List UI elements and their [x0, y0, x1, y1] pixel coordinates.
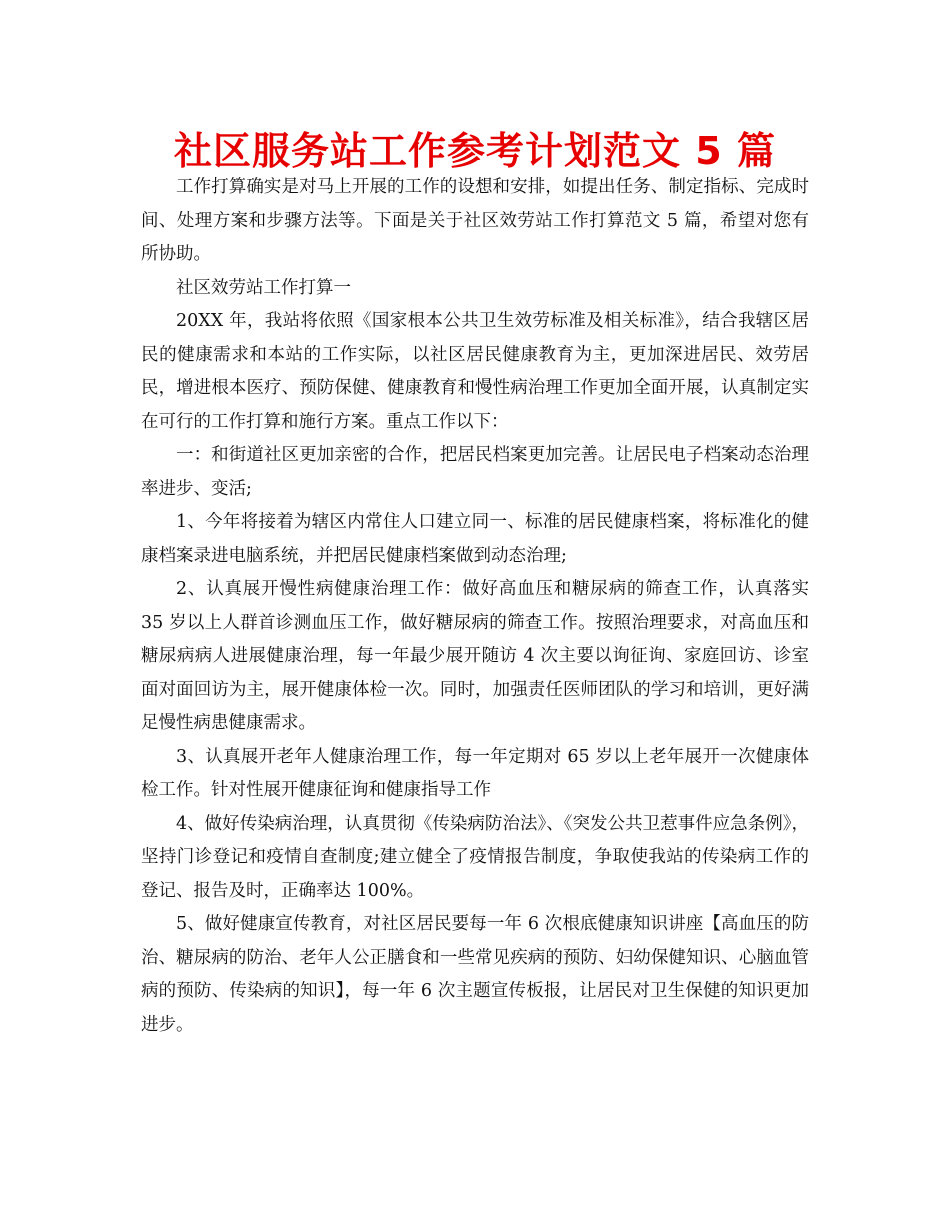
paragraph-point-5: 5、做好健康宣传教育，对社区居民要每一年 6 次根底健康知识讲座【高血压的防治、糖尿病的防治、老年人公正膳食和一些常见疾病的预防、妇幼保健知识、心脑血管病的预防、传染病的知识】，每一年 6 次主题宣传板报，让居民对卫生保健的知识更加进步。	[141, 914, 809, 1035]
paragraph-point-4: 4、做好传染病治理，认真贯彻《传染病防治法》、《突发公共卫惹事件应急条例》，坚持门诊登记和疫情自查制度;建立健全了疫情报告制度，争取使我站的传染病工作的登记、报告及时，正确率达 100%。	[141, 813, 809, 901]
document-body	[141, 171, 809, 1042]
section-heading: 社区效劳站工作打算一	[176, 277, 351, 298]
paragraph-intro: 工作打算确实是对马上开展的工作的设想和安排，如提出任务、制定指标、完成时间、处理方案和步骤方法等。下面是关于社区效劳站工作打算范文 5 篇，希望对您有所协助。	[141, 177, 809, 264]
paragraph-point-1: 1、今年将接着为辖区内常住人口建立同一、标准的居民健康档案，将标准化的健康档案录进电脑系统，并把居民健康档案做到动态治理;	[141, 512, 809, 566]
paragraph-item-one: 一：和街道社区更加亲密的合作，把居民档案更加完善。让居民电子档案动态治理率进步、变活;	[141, 445, 809, 499]
paragraph-point-3: 3、认真展开老年人健康治理工作，每一年定期对 65 岁以上老年展开一次健康体检工作。针对性展开健康征询和健康指导工作	[141, 746, 809, 800]
paragraph-plan-overview: 20XX 年，我站将依照《国家根本公共卫生效劳标准及相关标准》，结合我辖区居民的健康需求和本站的工作实际，以社区居民健康教育为主，更加深进居民、效劳居民，增进根本医疗、预防保健、健康教育和慢性病治理工作更加全面开展，认真制定实在可行的工作打算和施行方案。重点工作以下：	[141, 311, 809, 432]
document-title: 社区服务站工作参考计划范文 5 篇	[174, 129, 776, 173]
paragraph-point-2: 2、认真展开慢性病健康治理工作：做好高血压和糖尿病的筛查工作，认真落实 35 岁以上人群首诊测血压工作，做好糖尿病的筛查工作。按照治理要求，对高血压和糖尿病病人进展健康治理，每一年最少展开随访 4 次主要以询征询、家庭回访、诊室面对面回访为主，展开健康体检一次。同时，加强责任医师团队的学习和培训，更好满足慢性病患健康需求。	[141, 579, 809, 733]
